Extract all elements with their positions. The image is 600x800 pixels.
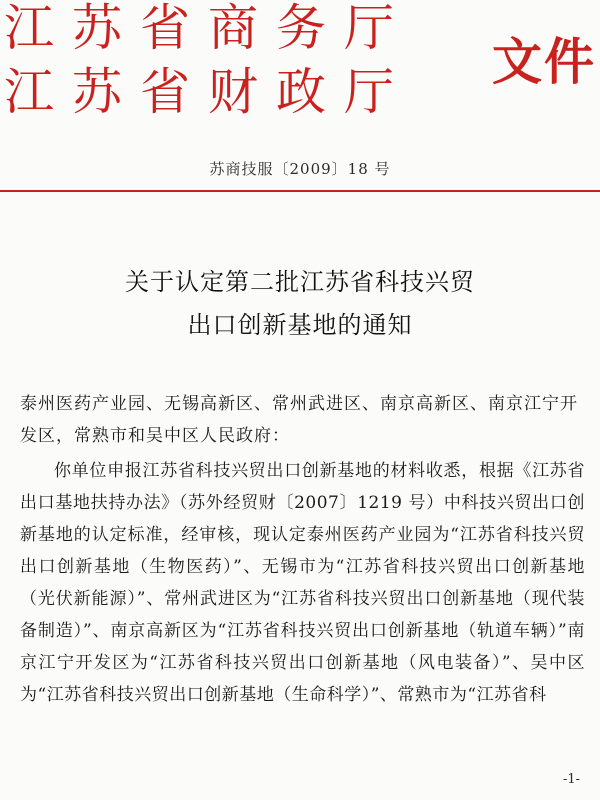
- issuer-line-2: 江苏省财政厅: [4, 63, 412, 121]
- header-divider: [0, 190, 600, 192]
- addressee: 泰州医药产业园、无锡高新区、常州武进区、南京高新区、南京江宁开发区，常熟市和吴中区人民政府：: [20, 394, 578, 446]
- document-header: [0, 0, 600, 130]
- issuer-line-1: 江苏省商务厅: [4, 0, 412, 57]
- body-paragraph: 你单位申报江苏省科技兴贸出口创新基地的材料收悉，根据《江苏省出口基地扶持办法》（苏外经贸财〔2007〕1219 号）中科技兴贸出口创新基地的认定标准，经审核，现认定泰州医药产业园为“江苏省科技兴贸出口创新基地（生物医药）”、无锡市为“江苏省科技兴贸出口创新基地（光伏新能源）”、常州武进区为“江苏省科技兴贸出口创新基地（现代装备制造）”、南京高新区为“江苏省科技兴贸出口创新基地（轨道车辆）”南京江宁开发区为“江苏省科技兴贸出口创新基地（风电装备）”、吴中区为“江苏省科技兴贸出口创新基地（生命科学）”、常熟市为“江苏省科: [20, 461, 585, 705]
- document-number: 苏商技服〔2009〕18 号: [209, 160, 391, 178]
- title-line-1: 关于认定第二批江苏省科技兴贸: [125, 268, 475, 296]
- document-type-label: 文件: [492, 33, 596, 91]
- title-line-2: 出口创新基地的通知: [187, 311, 413, 339]
- page-number: -1-: [562, 772, 580, 787]
